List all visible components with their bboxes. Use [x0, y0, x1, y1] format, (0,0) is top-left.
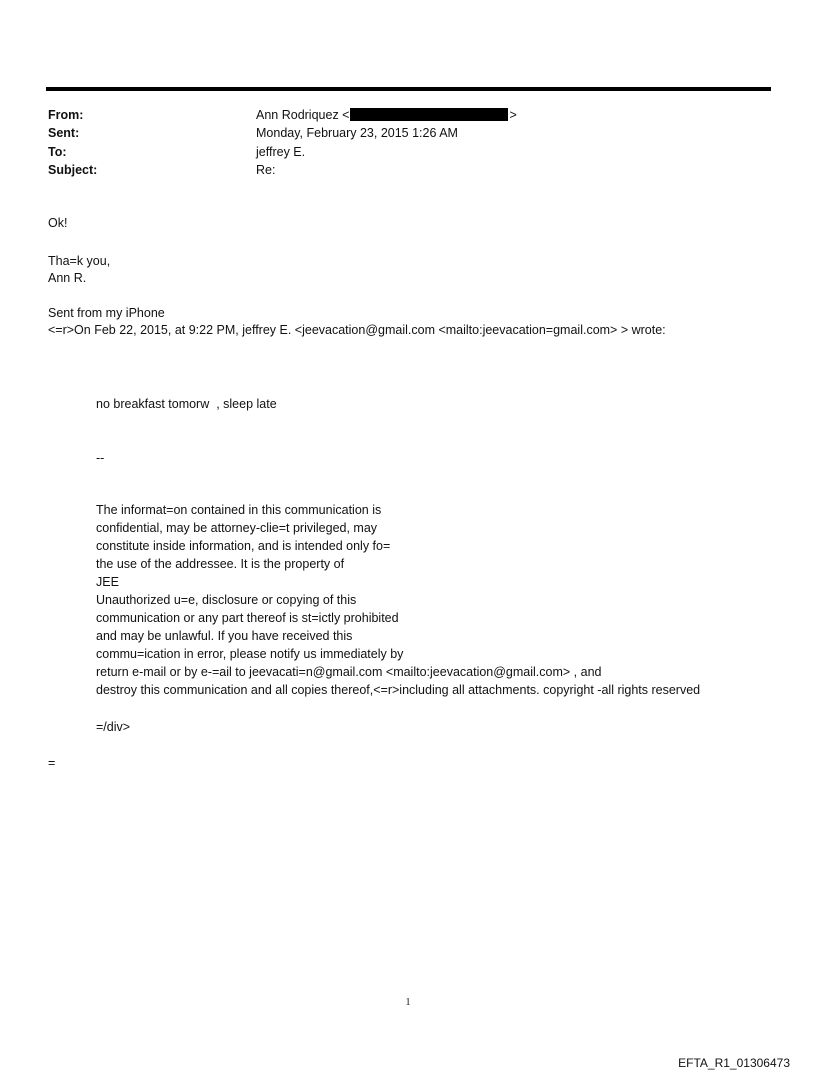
header-rule	[46, 87, 771, 91]
disclaimer-line: Unauthorized u=e, disclosure or copying of this	[96, 593, 357, 607]
disclaimer-line: communication or any part thereof is st=ictly prohibited	[96, 611, 399, 625]
sent-value: Monday, February 23, 2015 1:26 AM	[256, 126, 458, 140]
from-close: >	[509, 108, 517, 122]
body-thanks: Tha=k you,	[48, 254, 111, 268]
disclaimer-line: destroy this communication and all copies thereof,<=r>including all attachments. copyright -all rights reserved	[96, 683, 701, 697]
page-number: 1	[405, 997, 411, 1008]
to-label: To:	[48, 145, 67, 159]
disclaimer-line: and may be unlawful. If you have received this	[96, 629, 353, 643]
body-ok: Ok!	[48, 216, 68, 230]
disclaimer-line: commu=ication in error, please notify us immediately by	[96, 647, 404, 661]
sent-label: Sent:	[48, 126, 80, 140]
disclaimer-line: confidential, may be attorney-clie=t privileged, may	[96, 521, 378, 535]
subject-value: Re:	[256, 163, 276, 177]
from-value	[256, 108, 517, 122]
disclaimer-line: JEE	[96, 575, 119, 589]
quoted-message: no breakfast tomorw , sleep late	[96, 397, 277, 411]
body-signature: Ann R.	[48, 271, 87, 285]
trailing-artifact: =	[48, 756, 56, 770]
sent-from-line: Sent from my iPhone	[48, 306, 165, 320]
subject-label: Subject:	[48, 163, 98, 177]
disclaimer-line: return e-mail or by e-=ail to jeevacati=n@gmail.com <mailto:jeevacation@gmail.com> , and	[96, 665, 602, 679]
disclaimer-line: The informat=on contained in this communication is	[96, 503, 382, 517]
div-close-artifact: =/div>	[96, 720, 131, 734]
from-label: From:	[48, 108, 84, 122]
redaction-bar	[350, 108, 508, 121]
signature-separator: --	[96, 451, 105, 465]
from-name: Ann Rodriquez <	[256, 108, 350, 122]
disclaimer-line: the use of the addressee. It is the property of	[96, 557, 345, 571]
quote-header: <=r>On Feb 22, 2015, at 9:22 PM, jeffrey E. <jeevacation@gmail.com <mailto:jeevacation=gmail.com> > wrote:	[48, 323, 666, 337]
to-value: jeffrey E.	[256, 145, 306, 159]
disclaimer-line: constitute inside information, and is intended only fo=	[96, 539, 391, 553]
bates-number: EFTA_R1_01306473	[678, 1056, 790, 1070]
